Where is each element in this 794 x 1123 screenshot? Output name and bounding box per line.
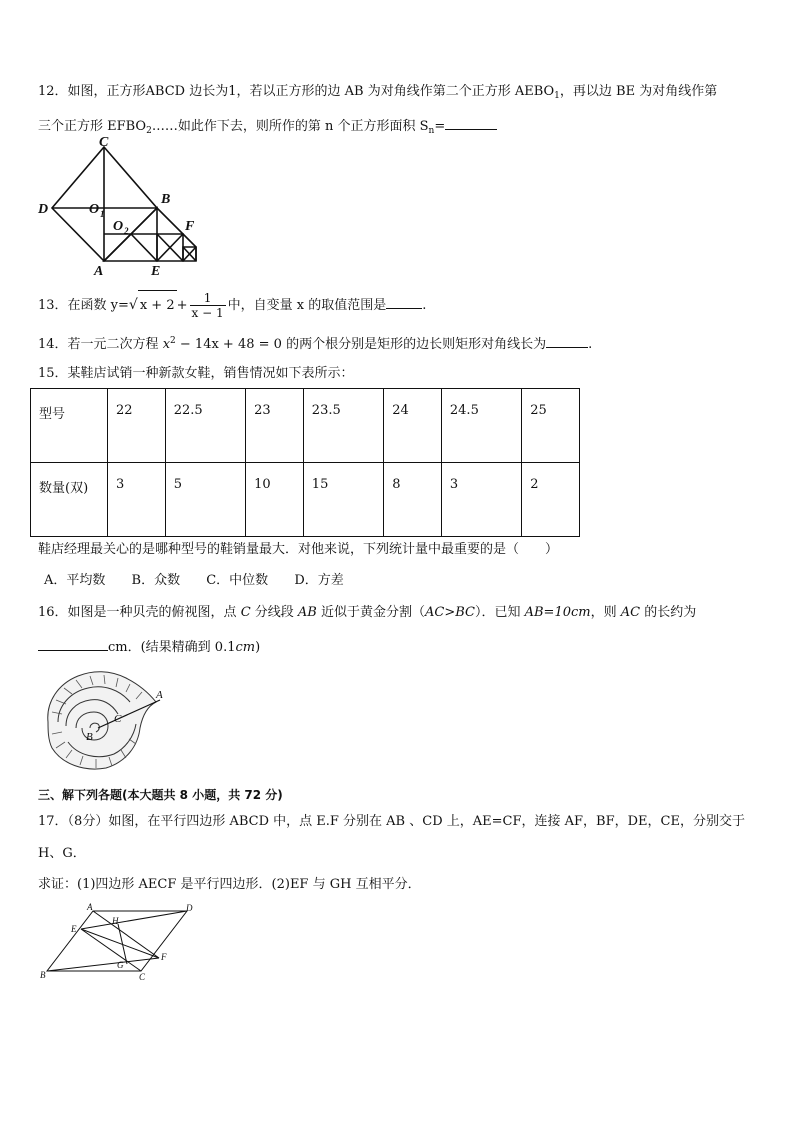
q16-text-d: ）．已知 bbox=[474, 605, 525, 620]
q13-sqrt-body: x + 2 bbox=[138, 290, 177, 321]
q13-frac-num: 1 bbox=[190, 291, 226, 306]
q13-answer-blank[interactable] bbox=[386, 294, 422, 309]
q17-label-d: D bbox=[186, 903, 193, 913]
shell-figure bbox=[38, 662, 168, 777]
q13-line: 13．在函数 y=√ x + 2 + $\frac{1}{x - 1}$ 中，自变量 x 的取值范围是 . bbox=[38, 291, 427, 320]
q16-point-c: C bbox=[240, 605, 251, 620]
q12-sub-2: 2 bbox=[146, 126, 152, 136]
q12-answer-blank[interactable] bbox=[445, 115, 497, 130]
q16-text-h: ) bbox=[255, 640, 261, 655]
q16-inequality: AC>BC bbox=[425, 605, 475, 620]
q16-text-e: ，则 bbox=[590, 605, 621, 620]
q16-line-2 bbox=[38, 636, 260, 657]
q16-ab-value: AB=10 bbox=[524, 605, 571, 620]
q12-label-b: B bbox=[161, 192, 171, 207]
table-cell: 数量(双) bbox=[31, 463, 108, 537]
table-cell: 3 bbox=[108, 463, 166, 537]
q15-options bbox=[44, 572, 366, 590]
q16-answer-blank[interactable] bbox=[38, 636, 108, 651]
q12-line-2 bbox=[38, 115, 497, 137]
q12-text-1-tail: ，再以边 BE 为对角线作第 bbox=[559, 84, 718, 99]
q12-line-1 bbox=[38, 83, 717, 102]
q12-eq: = bbox=[434, 119, 446, 134]
parallelogram-figure bbox=[36, 902, 206, 984]
q14-line bbox=[38, 333, 592, 355]
q16-text-a: 16．如图是一种贝壳的俯视图，点 bbox=[38, 605, 241, 620]
section-3-heading: 三、解下列各题(本大题共 8 小题，共 72 分) bbox=[38, 788, 283, 802]
table-cell: 15 bbox=[303, 463, 383, 537]
q16-text-b: 分线段 bbox=[250, 605, 298, 620]
q12-label-o2-sub: 2 bbox=[124, 226, 129, 236]
q16-label-a: A bbox=[156, 689, 163, 701]
q12-sub-n: n bbox=[428, 126, 435, 136]
q16-label-c: C bbox=[114, 713, 122, 725]
q16-line-1 bbox=[38, 604, 696, 622]
q16-text-g: cm．(结果精确到 0.1 bbox=[108, 640, 236, 655]
table-cell: 23.5 bbox=[303, 389, 383, 463]
q17-line-3: 求证：(1)四边形 AECF 是平行四边形．(2)EF 与 GH 互相平分． bbox=[38, 877, 421, 892]
option-c[interactable]: C．中位数 bbox=[206, 573, 269, 588]
q17-label-e: E bbox=[71, 924, 77, 934]
q12-label-e: E bbox=[151, 264, 161, 279]
option-d[interactable]: D．方差 bbox=[294, 573, 344, 588]
q16-ac: AC bbox=[620, 605, 641, 620]
q13-pre: 13．在函数 y= bbox=[38, 298, 129, 313]
q17-line-2: H、G． bbox=[38, 846, 86, 861]
table-row bbox=[31, 389, 580, 463]
q12-sub-1: 1 bbox=[554, 91, 560, 101]
q13-post: 中，自变量 x 的取值范围是 bbox=[227, 298, 387, 313]
table-cell: 8 bbox=[384, 463, 442, 537]
q13-fraction bbox=[190, 291, 226, 320]
q14-end: . bbox=[588, 337, 593, 352]
q12-label-o1: O bbox=[89, 202, 100, 217]
table-cell: 5 bbox=[165, 463, 245, 537]
q14-eq-x: x bbox=[162, 337, 171, 352]
q17-label-h: H bbox=[112, 916, 119, 926]
q12-label-f: F bbox=[185, 219, 195, 234]
table-cell: 24 bbox=[384, 389, 442, 463]
q17-label-a: A bbox=[87, 902, 93, 912]
q12-label-o1-sub: 1 bbox=[100, 209, 105, 219]
q17-label-c: C bbox=[139, 972, 146, 982]
q12-text-2-tail: ……如此作下去，则所作的第 n 个正方形面积 S bbox=[151, 119, 429, 134]
table-row bbox=[31, 463, 580, 537]
option-a[interactable]: A．平均数 bbox=[44, 573, 106, 588]
q13-plus: + bbox=[176, 298, 188, 313]
q13-frac-den: x − 1 bbox=[191, 306, 224, 320]
q16-text-f: 的长约为 bbox=[640, 605, 697, 620]
q16-segment-ab: AB bbox=[297, 605, 317, 620]
table-cell: 10 bbox=[246, 463, 304, 537]
q14-eq-rest: − 14x + 48 = 0 bbox=[175, 337, 282, 352]
q14-eq-exp: 2 bbox=[170, 336, 176, 346]
table-cell: 3 bbox=[441, 463, 521, 537]
q17-label-g: G bbox=[117, 960, 124, 970]
q12-label-d: D bbox=[38, 202, 49, 217]
q12-label-a: A bbox=[94, 264, 104, 279]
q13-end: . bbox=[422, 298, 427, 313]
table-cell: 型号 bbox=[31, 389, 108, 463]
q12-label-c: C bbox=[99, 135, 109, 150]
table-cell: 22.5 bbox=[165, 389, 245, 463]
q12-text-2: 三个正方形 EFBO bbox=[38, 119, 147, 134]
q16-unit: cm bbox=[571, 605, 591, 620]
option-b[interactable]: B．众数 bbox=[131, 573, 181, 588]
q17-label-f: F bbox=[161, 952, 167, 962]
table-cell: 25 bbox=[522, 389, 580, 463]
q16-unit-2: cm bbox=[235, 640, 256, 655]
q12-text-1: 12．如图，正方形ABCD 边长为1，若以正方形的边 AB 为对角线作第二个正方形 AEBO bbox=[38, 84, 555, 99]
q15-stem: 15．某鞋店试销一种新款女鞋，销售情况如下表所示： bbox=[38, 366, 354, 381]
table-cell: 24.5 bbox=[441, 389, 521, 463]
table-cell: 23 bbox=[246, 389, 304, 463]
q14-pre: 14．若一元二次方程 bbox=[38, 337, 163, 352]
q17-line-1: 17．（8分）如图，在平行四边形 ABCD 中，点 E.F 分别在 AB 、CD 上，AE=CF，连接 AF，BF，DE，CE，分别交于 bbox=[38, 814, 745, 829]
q16-text-c: 近似于黄金分割（ bbox=[316, 605, 425, 620]
q12-label-o2: O bbox=[113, 219, 124, 234]
q14-answer-blank[interactable] bbox=[546, 333, 588, 348]
table-cell: 2 bbox=[522, 463, 580, 537]
q12-squares-figure bbox=[30, 135, 215, 280]
q16-label-b: B bbox=[86, 731, 93, 743]
q15-question: 鞋店经理最关心的是哪种型号的鞋销量最大．对他来说，下列统计量中最重要的是（ ） bbox=[38, 542, 559, 557]
shoe-sales-table bbox=[30, 388, 580, 537]
q17-label-b: B bbox=[40, 970, 46, 980]
table-cell: 22 bbox=[108, 389, 166, 463]
q14-post: 的两个根分别是矩形的边长则矩形对角线长为 bbox=[281, 337, 547, 352]
